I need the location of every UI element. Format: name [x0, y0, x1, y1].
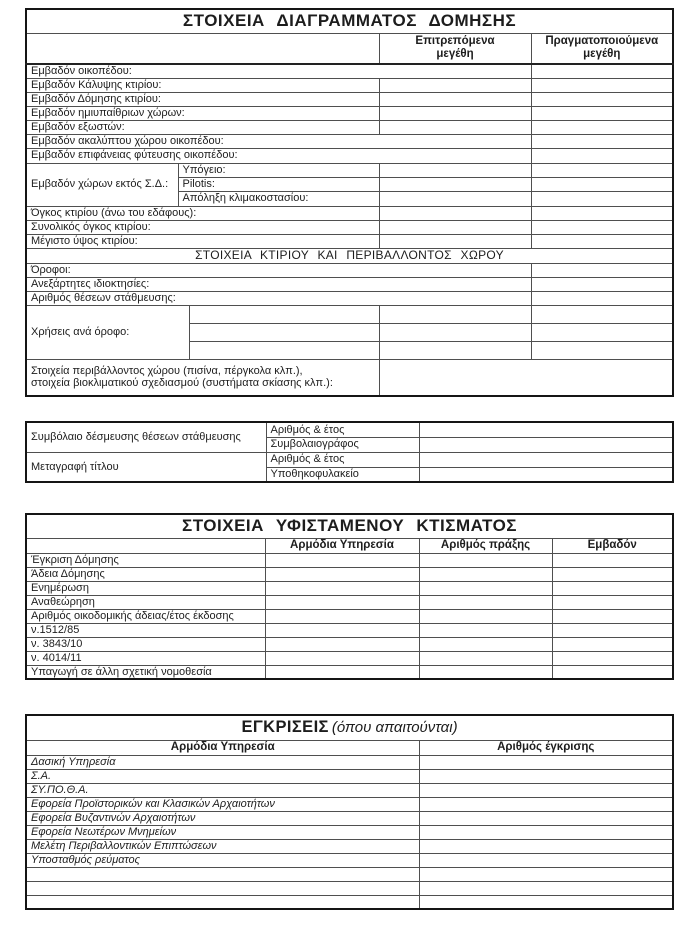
outside-sd-label: Εμβαδόν χώρων εκτός Σ.Δ.: [26, 163, 178, 206]
pilotis-actual-cell[interactable] [531, 177, 673, 191]
service-cell[interactable] [265, 553, 419, 567]
column-header-area: Εμβαδόν [552, 538, 673, 553]
row-label: Έγκριση Δόμησης [26, 553, 265, 567]
area-cell[interactable] [552, 595, 673, 609]
act-number-cell[interactable] [419, 637, 552, 651]
semi-open-permitted-cell[interactable] [379, 106, 531, 120]
independent-properties-label: Ανεξάρτητες ιδιοκτησίες: [26, 277, 531, 291]
semi-open-label: Εμβαδόν ημιυπαίθριων χώρων: [26, 106, 379, 120]
uses-row3-permitted-cell[interactable] [379, 341, 531, 359]
act-number-cell[interactable] [419, 567, 552, 581]
uses-row1-permitted-cell[interactable] [379, 305, 531, 323]
act-number-cell[interactable] [419, 651, 552, 665]
approval-number-cell[interactable] [419, 811, 673, 825]
coverage-actual-cell[interactable] [531, 78, 673, 92]
semi-open-actual-cell[interactable] [531, 106, 673, 120]
area-cell[interactable] [552, 581, 673, 595]
approval-row-label: Υποσταθμός ρεύματος [26, 853, 419, 867]
build-area-actual-cell[interactable] [531, 92, 673, 106]
approval-row-label: Εφορεία Προϊστορικών και Κλασικών Αρχαιοτήτων [26, 797, 419, 811]
approvals-table [25, 714, 674, 910]
notary-label: Συμβολαιογράφος [266, 437, 419, 452]
service-cell[interactable] [265, 651, 419, 665]
environment-bioclimatic-label: Στοιχεία περιβάλλοντος χώρου (πισίνα, πέργκολα κλπ.), στοιχεία βιοκλιματικού σχεδιασμού (συστήματα σκίασης κλπ.): [26, 359, 379, 396]
row-label: Αναθεώρηση [26, 595, 265, 609]
planting-label: Εμβαδόν επιφάνειας φύτευσης οικοπέδου: [26, 148, 531, 163]
area-cell[interactable] [552, 553, 673, 567]
column-header-approval-number: Αριθμός έγκρισης [419, 741, 673, 755]
basement-permitted-cell[interactable] [379, 163, 531, 177]
planting-actual-cell[interactable] [531, 148, 673, 163]
notary-cell[interactable] [419, 437, 673, 452]
service-cell[interactable] [265, 567, 419, 581]
volume-total-actual-cell[interactable] [531, 220, 673, 234]
max-height-actual-cell[interactable] [531, 234, 673, 248]
row-label: ν. 4014/11 [26, 651, 265, 665]
approvals-title-main: ΕΓΚΡΙΣΕΙΣ [241, 718, 329, 737]
approvals-title-note: (όπου απαιτούνται) [331, 719, 458, 737]
pilotis-permitted-cell[interactable] [379, 177, 531, 191]
mortgage-registry-label: Υποθηκοφυλακείο [266, 467, 419, 482]
volume-above-label: Όγκος κτιρίου (άνω του εδάφους): [26, 206, 379, 220]
uses-row2-floor-cell[interactable] [189, 323, 379, 341]
act-number-cell[interactable] [419, 623, 552, 637]
parking-spaces-label: Αριθμός θέσεων στάθμευσης: [26, 291, 531, 305]
contract-number-year-cell[interactable] [419, 422, 673, 437]
volume-above-permitted-cell[interactable] [379, 206, 531, 220]
row-label: ν. 3843/10 [26, 637, 265, 651]
coverage-permitted-cell[interactable] [379, 78, 531, 92]
stair-exit-actual-cell[interactable] [531, 191, 673, 206]
area-cell[interactable] [552, 623, 673, 637]
area-cell[interactable] [552, 567, 673, 581]
approval-number-cell[interactable] [419, 755, 673, 769]
column-header-service: Αρμόδια Υπηρεσία [26, 741, 419, 755]
column-header-act-number: Αριθμός πράξης [419, 538, 552, 553]
service-cell[interactable] [265, 595, 419, 609]
approvals-title [26, 715, 673, 740]
pilotis-label: Pilotis: [178, 177, 379, 191]
approval-row-label: Δασική Υπηρεσία [26, 755, 419, 769]
empty-service-cell[interactable] [26, 881, 419, 895]
volume-total-label: Συνολικός όγκος κτιρίου: [26, 220, 379, 234]
approval-number-cell[interactable] [419, 895, 673, 909]
uncovered-label: Εμβαδόν ακαλύπτου χώρου οικοπέδου: [26, 134, 531, 148]
act-number-cell[interactable] [419, 609, 552, 623]
volume-above-actual-cell[interactable] [531, 206, 673, 220]
approval-number-cell[interactable] [419, 783, 673, 797]
existing-building-title: ΣΤΟΙΧΕΙΑ ΥΦΙΣΤΑΜΕΝΟΥ ΚΤΙΣΜΑΤΟΣ [26, 514, 673, 538]
area-cell[interactable] [552, 651, 673, 665]
approval-row-label: ΣΥ.ΠΟ.Θ.Α. [26, 783, 419, 797]
act-number-cell[interactable] [419, 665, 552, 679]
uses-row2-actual-cell[interactable] [531, 323, 673, 341]
approval-row-label: Εφορεία Νεωτέρων Μνημείων [26, 825, 419, 839]
plot-area-label: Εμβαδόν οικοπέδου: [26, 64, 531, 78]
floors-label: Όροφοι: [26, 263, 531, 277]
max-height-permitted-cell[interactable] [379, 234, 531, 248]
column-header-permitted: Επιτρεπόμενα μεγέθη [379, 33, 531, 64]
service-cell[interactable] [265, 623, 419, 637]
row-label: Αριθμός οικοδομικής άδειας/έτος έκδοσης [26, 609, 265, 623]
header-spacer-cell [26, 538, 265, 553]
approval-number-cell[interactable] [419, 825, 673, 839]
existing-building-table [25, 513, 674, 680]
area-cell[interactable] [552, 637, 673, 651]
basement-label: Υπόγειο: [178, 163, 379, 177]
empty-service-cell[interactable] [26, 867, 419, 881]
row-label: ν.1512/85 [26, 623, 265, 637]
service-cell[interactable] [265, 581, 419, 595]
building-diagram-title: ΣΤΟΙΧΕΙΑ ΔΙΑΓΡΑΜΜΑΤΟΣ ΔΟΜΗΣΗΣ [26, 9, 673, 33]
contracts-table [25, 421, 674, 483]
approval-number-cell[interactable] [419, 769, 673, 783]
service-cell[interactable] [265, 609, 419, 623]
environment-bioclimatic-value-cell[interactable] [379, 359, 673, 396]
plot-area-actual-cell[interactable] [531, 64, 673, 78]
parking-contract-label: Συμβόλαιο δέσμευσης θέσεων στάθμευσης [26, 422, 266, 452]
uses-row3-actual-cell[interactable] [531, 341, 673, 359]
uses-per-floor-label: Χρήσεις ανά όροφο: [26, 305, 189, 359]
stair-exit-permitted-cell[interactable] [379, 191, 531, 206]
independent-properties-value-cell[interactable] [531, 277, 673, 291]
uses-row2-permitted-cell[interactable] [379, 323, 531, 341]
approval-number-cell[interactable] [419, 867, 673, 881]
uses-row1-actual-cell[interactable] [531, 305, 673, 323]
column-header-actual: Πραγματοποιούμενα μεγέθη [531, 33, 673, 64]
header-spacer-cell [26, 33, 379, 64]
approval-number-cell[interactable] [419, 881, 673, 895]
act-number-cell[interactable] [419, 581, 552, 595]
stair-exit-label: Απόληξη κλιμακοστασίου: [178, 191, 379, 206]
uncovered-actual-cell[interactable] [531, 134, 673, 148]
balconies-permitted-cell[interactable] [379, 120, 531, 134]
area-cell[interactable] [552, 665, 673, 679]
uses-row1-floor-cell[interactable] [189, 305, 379, 323]
uses-row3-floor-cell[interactable] [189, 341, 379, 359]
section-building-environment-title: ΣΤΟΙΧΕΙΑ ΚΤΙΡΙΟΥ ΚΑΙ ΠΕΡΙΒΑΛΛΟΝΤΟΣ ΧΩΡΟΥ [26, 248, 673, 263]
service-cell[interactable] [265, 637, 419, 651]
build-area-label: Εμβαδόν Δόμησης κτιρίου: [26, 92, 379, 106]
coverage-label: Εμβαδόν Κάλυψης κτιρίου: [26, 78, 379, 92]
area-cell[interactable] [552, 609, 673, 623]
floors-value-cell[interactable] [531, 263, 673, 277]
empty-service-cell[interactable] [26, 895, 419, 909]
build-area-permitted-cell[interactable] [379, 92, 531, 106]
approval-number-cell[interactable] [419, 853, 673, 867]
act-number-cell[interactable] [419, 553, 552, 567]
row-label: Άδεια Δόμησης [26, 567, 265, 581]
approval-row-label: Σ.Α. [26, 769, 419, 783]
building-diagram-table [25, 8, 674, 397]
column-header-service: Αρμόδια Υπηρεσία [265, 538, 419, 553]
act-number-cell[interactable] [419, 595, 552, 609]
row-label: Υπαγωγή σε άλλη σχετική νομοθεσία [26, 665, 265, 679]
approval-row-label: Μελέτη Περιβαλλοντικών Επιπτώσεων [26, 839, 419, 853]
approval-row-label: Εφορεία Βυζαντινών Αρχαιοτήτων [26, 811, 419, 825]
mortgage-registry-cell[interactable] [419, 467, 673, 482]
transcription-number-year-cell[interactable] [419, 452, 673, 467]
volume-total-permitted-cell[interactable] [379, 220, 531, 234]
balconies-label: Εμβαδόν εξωστών: [26, 120, 379, 134]
balconies-actual-cell[interactable] [531, 120, 673, 134]
title-transcription-label: Μεταγραφή τίτλου [26, 452, 266, 482]
approval-number-cell[interactable] [419, 839, 673, 853]
transcription-number-year-label: Αριθμός & έτος [266, 452, 419, 467]
approval-number-cell[interactable] [419, 797, 673, 811]
row-label: Ενημέρωση [26, 581, 265, 595]
max-height-label: Μέγιστο ύψος κτιρίου: [26, 234, 379, 248]
contract-number-year-label: Αριθμός & έτος [266, 422, 419, 437]
basement-actual-cell[interactable] [531, 163, 673, 177]
service-cell[interactable] [265, 665, 419, 679]
parking-spaces-value-cell[interactable] [531, 291, 673, 305]
